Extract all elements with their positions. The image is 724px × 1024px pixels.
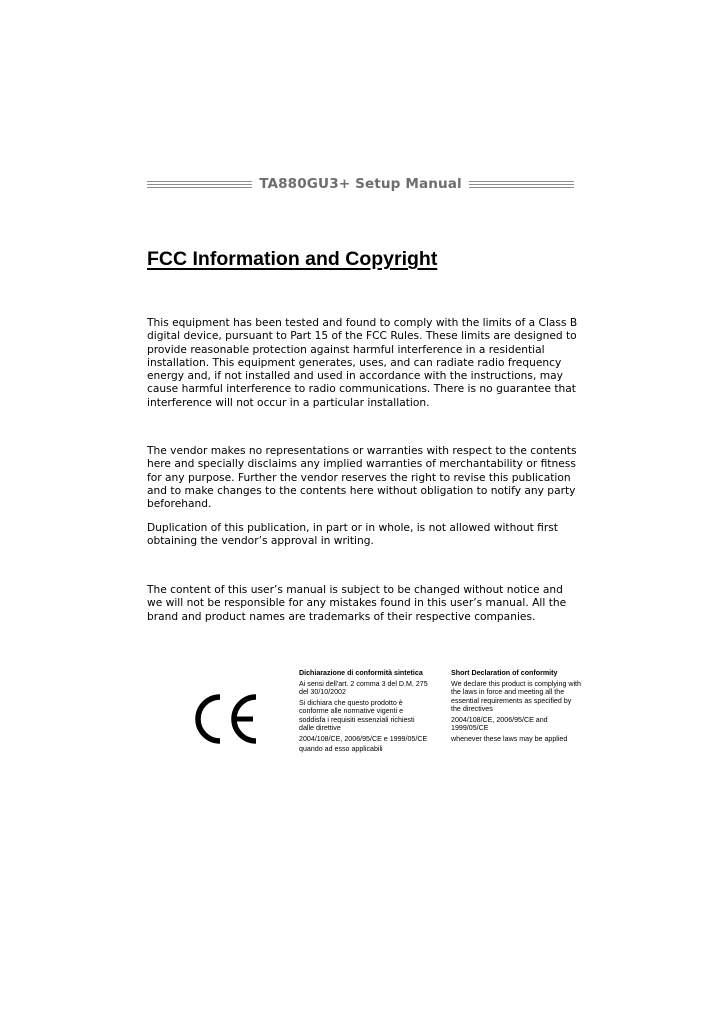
declaration-english-line: We declare this product is complying with the laws in force and meeting all the essential requirements as specified by the directives [451,679,581,713]
content-paragraph: The content of this user’s manual is subject to be changed without notice and we will not be responsible for any mistakes found in this user’s manual. All the brand and product names are trademarks of their respective companies. [147,583,567,623]
declaration-italian-line: Si dichiara che questo prodotto è conforme alle normative vigenti e soddisfa i requisiti essenziali richiesti dalle direttive [299,698,415,732]
warranty-paragraph: The vendor makes no representations or warranties with respect to the contents here and specially disclaims any implied warranties of merchantability or fitness for any purpose. Further the vendor reserves the right to revise this publication and to make changes to the contents here without obligation to notify any party beforehand. [147,444,577,511]
declaration-english [451,669,583,745]
declaration-italian-line: 2004/108/CE, 2006/95/CE e 1999/05/CE [299,734,428,743]
declaration-italian-title: Dichiarazione di conformità sintetica [299,669,423,677]
declaration-english-line: whenever these laws may be applied [451,734,568,743]
ce-mark-icon [190,693,260,745]
header-rule-left [147,181,252,188]
declaration-italian-line: quando ad esso applicabili [299,745,383,753]
declaration-italian [299,669,429,756]
fcc-paragraph: This equipment has been tested and found to comply with the limits of a Class B digital device, pursuant to Part 15 of the FCC Rules. These limits are designed to provide reasonable protection against harmful interference in a residential installation. This equipment generates, uses, and can radiate radio frequency energy and, if not installed and used in accordance with the instructions, may cause harmful interference to radio communications. There is no guarantee that interference will not occur in a particular installation. [147,316,578,409]
declaration-english-title: Short Declaration of conformity [451,669,558,677]
declaration-english-line: 2004/108/CE, 2006/95/CE and 1999/05/CE [451,715,548,732]
manual-header [147,175,574,193]
header-rule-right [469,181,574,188]
declaration-italian-line: Ai sensi dell'art. 2 comma 3 del D.M. 275 del 30/10/2002 [299,679,428,696]
manual-title: TA880GU3+ Setup Manual [259,176,462,192]
page-title: FCC Information and Copyright [147,248,438,270]
duplication-paragraph: Duplication of this publication, in part or in whole, is not allowed without first obtaining the vendor’s approval in writing. [147,521,558,548]
